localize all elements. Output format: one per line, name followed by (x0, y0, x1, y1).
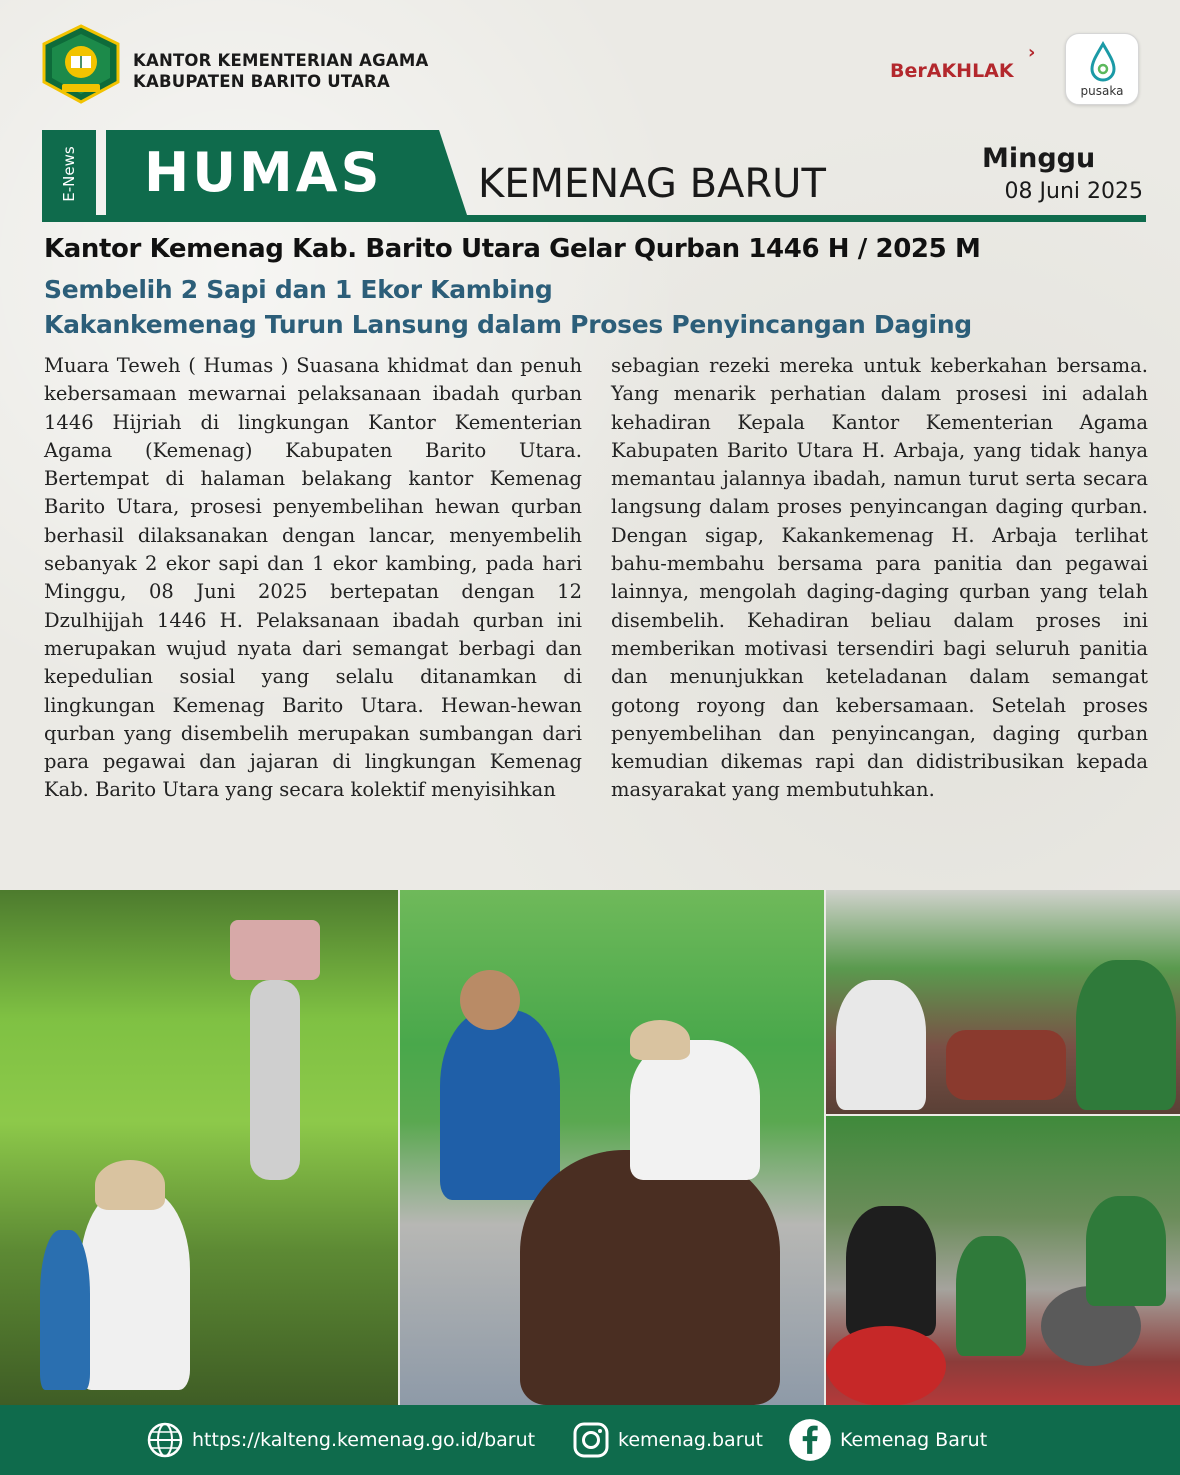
pusaka-label: pusaka (1080, 84, 1124, 98)
instagram-handle: kemenag.barut (618, 1429, 764, 1451)
footer-instagram[interactable] (572, 1405, 763, 1475)
photo-meat-cutting-1 (826, 890, 1180, 1114)
photo-cattle-skinning (400, 890, 824, 1405)
chevron-right-icon: › (1028, 42, 1036, 63)
article-subheadline-1: Sembelih 2 Sapi dan 1 Ekor Kambing (44, 275, 553, 304)
kemenag-emblem-icon (38, 24, 124, 104)
facebook-icon (788, 1418, 832, 1462)
article-column-1: Muara Teweh ( Humas ) Suasana khidmat dan penuh kebersamaan mewarnai pelaksanaan ibadah qurban 1446 Hijriah di lingkungan Kantor Kementerian Agama (Kemenag) Kabupaten Barito Utara. Bertempat di halaman belakang kantor Kemenag Barito Utara, prosesi penyembelihan hewan qurban berhasil dilaksanakan dengan lancar, menyembelih sebanyak 2 ekor sapi dan 1 ekor kambing, pada hari Minggu, 08 Juni 2025 bertepatan dengan 12 Dzulhijjah 1446 H. Pelaksanaan ibadah qurban ini merupakan wujud nyata dari semangat berbagi dan kepedulian sosial yang selalu ditanamkan di lingkungan Kemenag Barito Utara. Hewan-hewan qurban yang disembelih merupakan sumbangan dari para pegawai dan jajaran di lingkungan Kemenag Kab. Barito Utara yang secara kolektif menyisihkan (44, 354, 582, 802)
enews-tab (42, 130, 96, 218)
website-url: https://kalteng.kemenag.go.id/barut (192, 1429, 536, 1451)
banner-underline (42, 215, 1146, 222)
berakhlak-text: BerAKHLAK (890, 60, 1014, 82)
photo-hanging-meat (0, 890, 398, 1405)
enews-label: E-News (60, 146, 78, 202)
pusaka-drop-icon (1066, 38, 1140, 88)
article-column-2: sebagian rezeki mereka untuk keberkahan bersama. Yang menarik perhatian dalam prosesi ini adalah kehadiran Kepala Kantor Kementerian Agama Kabupaten Barito Utara H. Arbaja, yang tidak hanya memantau jalannya ibadah, namun turut serta secara langsung dalam proses penyincangan daging qurban. Dengan sigap, Kakankemenag H. Arbaja terlihat bahu-membahu bersama para panitia dan pegawai lainnya, mengolah daging-daging qurban yang telah disembelih. Kehadiran beliau dalam proses ini memberikan motivasi tersendiri bagi seluruh panitia dan menunjukkan keteladanan dalam semangat gotong royong dan kebersamaan. Setelah proses penyembelihan dan penyincangan, daging qurban kemudian dikemas rapi dan didistribusikan kepada masyarakat yang membutuhkan. (611, 354, 1148, 802)
footer-website[interactable] (146, 1405, 535, 1475)
pusaka-logo (1065, 33, 1139, 105)
org-line-2: KABUPATEN BARITO UTARA (133, 72, 390, 91)
photo-collage (0, 890, 1180, 1405)
article-subheadline-2: Kakankemenag Turun Lansung dalam Proses Penyincangan Daging (44, 310, 972, 339)
banner-title: KEMENAG BARUT (478, 161, 826, 207)
humas-title: HUMAS (144, 141, 383, 204)
footer-facebook[interactable] (788, 1405, 987, 1475)
article-headline: Kantor Kemenag Kab. Barito Utara Gelar Qurban 1446 H / 2025 M (44, 234, 981, 264)
facebook-page: Kemenag Barut (840, 1429, 988, 1451)
publish-day: Minggu (982, 143, 1096, 174)
berakhlak-logo (890, 42, 1036, 82)
org-line-1: KANTOR KEMENTERIAN AGAMA (133, 51, 429, 70)
footer-bar (0, 1405, 1180, 1475)
photo-meat-cutting-2 (826, 1116, 1180, 1405)
organization-name (133, 50, 428, 92)
globe-icon (146, 1421, 184, 1459)
instagram-icon (572, 1421, 610, 1459)
publish-date: 08 Juni 2025 (1004, 179, 1143, 204)
